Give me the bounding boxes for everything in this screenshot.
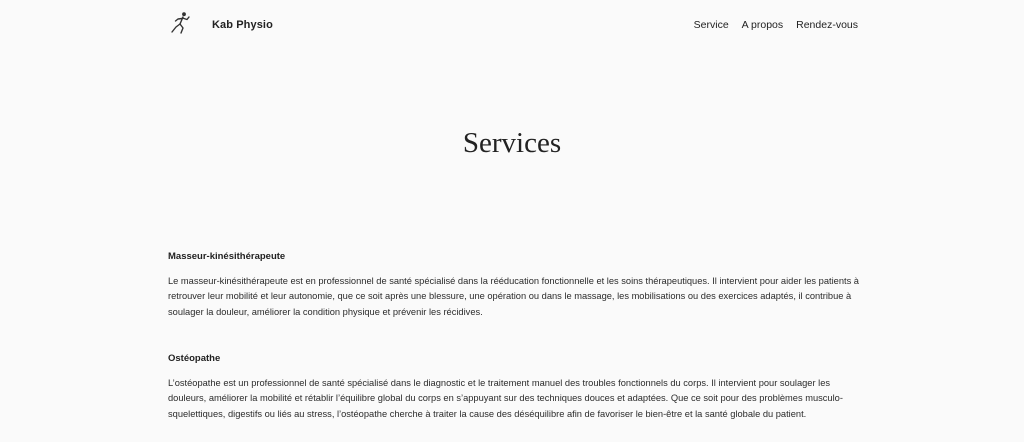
section-body: Le masseur-kinésithérapeute est en professionnel de santé spécialisé dans la rééducation fonctionnelle et les soins thérapeutiques. Il intervient pour aider les patients à retrouver leur mobilité et leur autonomie, que ce soit après une blessure, une opération ou dans le massage, les mobilisations ou des exercices adaptés, il contribue à soulager la douleur, améliorer la condition physique et prévenir les récidives.	[168, 276, 859, 317]
main-nav	[694, 19, 858, 31]
service-section-kinesitherapeute	[168, 251, 868, 320]
section-body: L’ostéopathe est un professionnel de santé spécialisé dans le diagnostic et le traitement manuel des troubles fonctionnels du corps. Il intervient pour soulager les douleurs, améliorer la mobilité et rétablir l’équilibre global du corps en s’appuyant sur des techniques douces et adaptées. Que ce soit pour des problèmes musculo-squelettiques, digestifs ou liés au stress, l’ostéopathe cherche à traiter la cause des déséquilibre afin de favoriser le bien-être et la santé globale du patient.	[168, 378, 843, 419]
nav-link-service[interactable]: Service	[693, 19, 729, 31]
service-section-osteopathe	[168, 353, 868, 422]
brand-name[interactable]: Kab Physio	[212, 19, 273, 31]
nav-link-rendez-vous[interactable]: Rendez-vous	[796, 19, 858, 31]
site-header	[0, 0, 1024, 52]
section-heading: Ostéopathe	[168, 353, 221, 364]
running-figure-icon[interactable]	[168, 11, 192, 37]
page-title: Services	[462, 127, 562, 159]
section-heading: Masseur-kinésithérapeute	[168, 251, 286, 262]
nav-link-a-propos[interactable]: A propos	[741, 19, 784, 31]
